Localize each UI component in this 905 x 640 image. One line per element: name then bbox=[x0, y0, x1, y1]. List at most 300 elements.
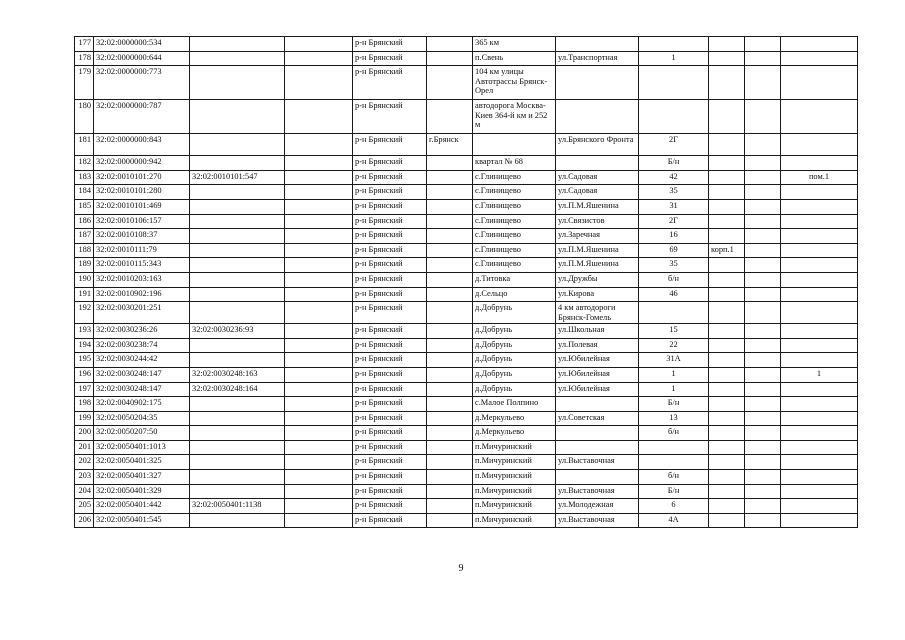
locality-cell: с.Глинищево bbox=[473, 258, 556, 273]
house-number-cell: б/н bbox=[639, 470, 709, 485]
building-number-cell bbox=[709, 170, 745, 185]
street-cell: ул.Заречная bbox=[556, 229, 639, 244]
locality-cell: с.Глинищево bbox=[473, 185, 556, 200]
row-number-cell: 204 bbox=[75, 484, 94, 499]
building-number-cell: корп.1 bbox=[709, 243, 745, 258]
linked-cadastral-number-cell bbox=[190, 134, 285, 156]
house-number-cell: 22 bbox=[639, 338, 709, 353]
street-cell bbox=[556, 66, 639, 100]
row-number-cell: 185 bbox=[75, 199, 94, 214]
building-number-cell bbox=[709, 440, 745, 455]
district-cell: р-н Брянский bbox=[353, 199, 427, 214]
district-cell: р-н Брянский bbox=[353, 484, 427, 499]
cadastral-number-cell: 32:02:0010101:280 bbox=[94, 185, 190, 200]
blank-cell-cell bbox=[285, 382, 353, 397]
extra-cell-cell bbox=[745, 455, 781, 470]
linked-cadastral-number-cell: 32:02:0030248:164 bbox=[190, 382, 285, 397]
house-number-cell: 4А bbox=[639, 513, 709, 528]
street-cell: ул.Полевая bbox=[556, 338, 639, 353]
extra-cell-cell bbox=[745, 411, 781, 426]
locality-cell: п.Мичуринский bbox=[473, 513, 556, 528]
table-row bbox=[75, 100, 858, 134]
table-row bbox=[75, 397, 858, 412]
district-cell: р-н Брянский bbox=[353, 353, 427, 368]
street-cell bbox=[556, 426, 639, 441]
district-cell: р-н Брянский bbox=[353, 37, 427, 52]
linked-cadastral-number-cell bbox=[190, 470, 285, 485]
premises-cell bbox=[781, 470, 858, 485]
table-row bbox=[75, 513, 858, 528]
blank-cell-cell bbox=[285, 214, 353, 229]
premises-cell bbox=[781, 37, 858, 52]
cadastral-number-cell: 32:02:0050207:50 bbox=[94, 426, 190, 441]
linked-cadastral-number-cell bbox=[190, 214, 285, 229]
blank-cell-cell bbox=[285, 229, 353, 244]
locality-cell: автодорога Москва-Киев 364-й км и 252 м bbox=[473, 100, 556, 134]
street-cell bbox=[556, 440, 639, 455]
city-cell bbox=[427, 214, 473, 229]
registry-table bbox=[74, 36, 858, 528]
district-cell: р-н Брянский bbox=[353, 100, 427, 134]
locality-cell: д.Добрунь bbox=[473, 367, 556, 382]
house-number-cell: 35 bbox=[639, 185, 709, 200]
city-cell bbox=[427, 258, 473, 273]
street-cell bbox=[556, 470, 639, 485]
extra-cell-cell bbox=[745, 367, 781, 382]
house-number-cell: 2Г bbox=[639, 214, 709, 229]
cadastral-number-cell: 32:02:0030248:147 bbox=[94, 367, 190, 382]
extra-cell-cell bbox=[745, 156, 781, 171]
district-cell: р-н Брянский bbox=[353, 382, 427, 397]
city-cell bbox=[427, 185, 473, 200]
locality-cell: квартал № 68 bbox=[473, 156, 556, 171]
building-number-cell bbox=[709, 134, 745, 156]
table-row bbox=[75, 426, 858, 441]
street-cell bbox=[556, 156, 639, 171]
linked-cadastral-number-cell bbox=[190, 229, 285, 244]
district-cell: р-н Брянский bbox=[353, 258, 427, 273]
city-cell bbox=[427, 338, 473, 353]
house-number-cell bbox=[639, 37, 709, 52]
linked-cadastral-number-cell bbox=[190, 287, 285, 302]
table-row bbox=[75, 214, 858, 229]
blank-cell-cell bbox=[285, 134, 353, 156]
cadastral-number-cell: 32:02:0000000:843 bbox=[94, 134, 190, 156]
street-cell: ул.Юбилейная bbox=[556, 367, 639, 382]
cadastral-number-cell: 32:02:0000000:942 bbox=[94, 156, 190, 171]
cadastral-number-cell: 32:02:0000000:787 bbox=[94, 100, 190, 134]
table-row bbox=[75, 199, 858, 214]
linked-cadastral-number-cell bbox=[190, 243, 285, 258]
premises-cell bbox=[781, 185, 858, 200]
premises-cell bbox=[781, 229, 858, 244]
district-cell: р-н Брянский bbox=[353, 513, 427, 528]
house-number-cell: 31А bbox=[639, 353, 709, 368]
building-number-cell bbox=[709, 426, 745, 441]
building-number-cell bbox=[709, 185, 745, 200]
linked-cadastral-number-cell bbox=[190, 37, 285, 52]
locality-cell: 104 км улицы Автотрассы Брянск-Орел bbox=[473, 66, 556, 100]
house-number-cell: 46 bbox=[639, 287, 709, 302]
locality-cell: п.Мичуринский bbox=[473, 455, 556, 470]
cadastral-number-cell: 32:02:0030248:147 bbox=[94, 382, 190, 397]
house-number-cell: 1 bbox=[639, 51, 709, 66]
cadastral-number-cell: 32:02:0000000:534 bbox=[94, 37, 190, 52]
street-cell: ул.Связистов bbox=[556, 214, 639, 229]
building-number-cell bbox=[709, 324, 745, 339]
street-cell bbox=[556, 100, 639, 134]
extra-cell-cell bbox=[745, 353, 781, 368]
blank-cell-cell bbox=[285, 37, 353, 52]
extra-cell-cell bbox=[745, 513, 781, 528]
street-cell: ул.П.М.Яшенина bbox=[556, 258, 639, 273]
street-cell: ул.П.М.Яшенина bbox=[556, 243, 639, 258]
extra-cell-cell bbox=[745, 258, 781, 273]
district-cell: р-н Брянский bbox=[353, 51, 427, 66]
extra-cell-cell bbox=[745, 134, 781, 156]
premises-cell bbox=[781, 499, 858, 514]
linked-cadastral-number-cell bbox=[190, 100, 285, 134]
city-cell: г.Брянск bbox=[427, 134, 473, 156]
premises-cell bbox=[781, 134, 858, 156]
district-cell: р-н Брянский bbox=[353, 338, 427, 353]
street-cell bbox=[556, 37, 639, 52]
table-row bbox=[75, 484, 858, 499]
house-number-cell bbox=[639, 66, 709, 100]
row-number-cell: 190 bbox=[75, 272, 94, 287]
city-cell bbox=[427, 302, 473, 324]
blank-cell-cell bbox=[285, 287, 353, 302]
street-cell: ул.Советская bbox=[556, 411, 639, 426]
house-number-cell bbox=[639, 440, 709, 455]
street-cell: ул.Выставочная bbox=[556, 513, 639, 528]
premises-cell bbox=[781, 484, 858, 499]
street-cell: ул.Молодежная bbox=[556, 499, 639, 514]
linked-cadastral-number-cell: 32:02:0030236:93 bbox=[190, 324, 285, 339]
street-cell: ул.Садовая bbox=[556, 185, 639, 200]
street-cell: ул.Школьная bbox=[556, 324, 639, 339]
city-cell bbox=[427, 243, 473, 258]
city-cell bbox=[427, 367, 473, 382]
cadastral-number-cell: 32:02:0050401:545 bbox=[94, 513, 190, 528]
table-row bbox=[75, 382, 858, 397]
row-number-cell: 191 bbox=[75, 287, 94, 302]
district-cell: р-н Брянский bbox=[353, 470, 427, 485]
blank-cell-cell bbox=[285, 272, 353, 287]
street-cell: ул.П.М.Яшенина bbox=[556, 199, 639, 214]
row-number-cell: 180 bbox=[75, 100, 94, 134]
city-cell bbox=[427, 513, 473, 528]
street-cell: ул.Выставочная bbox=[556, 484, 639, 499]
extra-cell-cell bbox=[745, 199, 781, 214]
linked-cadastral-number-cell bbox=[190, 185, 285, 200]
row-number-cell: 194 bbox=[75, 338, 94, 353]
premises-cell bbox=[781, 243, 858, 258]
locality-cell: д.Меркульево bbox=[473, 411, 556, 426]
linked-cadastral-number-cell bbox=[190, 426, 285, 441]
linked-cadastral-number-cell: 32:02:0050401:1138 bbox=[190, 499, 285, 514]
building-number-cell bbox=[709, 258, 745, 273]
table-body bbox=[75, 37, 858, 528]
district-cell: р-н Брянский bbox=[353, 170, 427, 185]
building-number-cell bbox=[709, 499, 745, 514]
cadastral-number-cell: 32:02:0010115:343 bbox=[94, 258, 190, 273]
table-row bbox=[75, 411, 858, 426]
table-row bbox=[75, 499, 858, 514]
house-number-cell: б/н bbox=[639, 272, 709, 287]
blank-cell-cell bbox=[285, 185, 353, 200]
district-cell: р-н Брянский bbox=[353, 243, 427, 258]
cadastral-number-cell: 32:02:0010101:270 bbox=[94, 170, 190, 185]
locality-cell: п.Мичуринский bbox=[473, 499, 556, 514]
blank-cell-cell bbox=[285, 470, 353, 485]
locality-cell: д.Добрунь bbox=[473, 302, 556, 324]
blank-cell-cell bbox=[285, 484, 353, 499]
blank-cell-cell bbox=[285, 411, 353, 426]
row-number-cell: 188 bbox=[75, 243, 94, 258]
cadastral-number-cell: 32:02:0010106:157 bbox=[94, 214, 190, 229]
extra-cell-cell bbox=[745, 397, 781, 412]
premises-cell: 1 bbox=[781, 367, 858, 382]
blank-cell-cell bbox=[285, 440, 353, 455]
linked-cadastral-number-cell bbox=[190, 199, 285, 214]
row-number-cell: 201 bbox=[75, 440, 94, 455]
row-number-cell: 192 bbox=[75, 302, 94, 324]
linked-cadastral-number-cell bbox=[190, 338, 285, 353]
row-number-cell: 200 bbox=[75, 426, 94, 441]
row-number-cell: 197 bbox=[75, 382, 94, 397]
city-cell bbox=[427, 499, 473, 514]
blank-cell-cell bbox=[285, 353, 353, 368]
house-number-cell: 2Г bbox=[639, 134, 709, 156]
street-cell: ул.Кирова bbox=[556, 287, 639, 302]
blank-cell-cell bbox=[285, 397, 353, 412]
city-cell bbox=[427, 411, 473, 426]
locality-cell: с.Глинищево bbox=[473, 170, 556, 185]
city-cell bbox=[427, 470, 473, 485]
row-number-cell: 184 bbox=[75, 185, 94, 200]
linked-cadastral-number-cell bbox=[190, 258, 285, 273]
city-cell bbox=[427, 100, 473, 134]
row-number-cell: 178 bbox=[75, 51, 94, 66]
linked-cadastral-number-cell bbox=[190, 302, 285, 324]
district-cell: р-н Брянский bbox=[353, 440, 427, 455]
house-number-cell: 42 bbox=[639, 170, 709, 185]
blank-cell-cell bbox=[285, 338, 353, 353]
district-cell: р-н Брянский bbox=[353, 499, 427, 514]
cadastral-number-cell: 32:02:0010108:37 bbox=[94, 229, 190, 244]
locality-cell: д.Добрунь bbox=[473, 338, 556, 353]
building-number-cell bbox=[709, 397, 745, 412]
row-number-cell: 177 bbox=[75, 37, 94, 52]
blank-cell-cell bbox=[285, 426, 353, 441]
blank-cell-cell bbox=[285, 455, 353, 470]
extra-cell-cell bbox=[745, 214, 781, 229]
row-number-cell: 198 bbox=[75, 397, 94, 412]
row-number-cell: 203 bbox=[75, 470, 94, 485]
extra-cell-cell bbox=[745, 51, 781, 66]
table-row bbox=[75, 170, 858, 185]
row-number-cell: 193 bbox=[75, 324, 94, 339]
city-cell bbox=[427, 272, 473, 287]
city-cell bbox=[427, 199, 473, 214]
premises-cell bbox=[781, 100, 858, 134]
linked-cadastral-number-cell bbox=[190, 397, 285, 412]
premises-cell bbox=[781, 397, 858, 412]
district-cell: р-н Брянский bbox=[353, 156, 427, 171]
blank-cell-cell bbox=[285, 367, 353, 382]
house-number-cell: б/н bbox=[639, 426, 709, 441]
district-cell: р-н Брянский bbox=[353, 272, 427, 287]
building-number-cell bbox=[709, 353, 745, 368]
table-row bbox=[75, 258, 858, 273]
building-number-cell bbox=[709, 156, 745, 171]
city-cell bbox=[427, 426, 473, 441]
linked-cadastral-number-cell bbox=[190, 156, 285, 171]
locality-cell: д.Добрунь bbox=[473, 382, 556, 397]
extra-cell-cell bbox=[745, 324, 781, 339]
street-cell bbox=[556, 397, 639, 412]
linked-cadastral-number-cell bbox=[190, 513, 285, 528]
table-row bbox=[75, 338, 858, 353]
premises-cell bbox=[781, 411, 858, 426]
city-cell bbox=[427, 324, 473, 339]
extra-cell-cell bbox=[745, 470, 781, 485]
city-cell bbox=[427, 170, 473, 185]
district-cell: р-н Брянский bbox=[353, 214, 427, 229]
cadastral-number-cell: 32:02:0010203:163 bbox=[94, 272, 190, 287]
house-number-cell: 31 bbox=[639, 199, 709, 214]
row-number-cell: 199 bbox=[75, 411, 94, 426]
cadastral-number-cell: 32:02:0050401:327 bbox=[94, 470, 190, 485]
blank-cell-cell bbox=[285, 100, 353, 134]
row-number-cell: 179 bbox=[75, 66, 94, 100]
cadastral-number-cell: 32:02:0030236:26 bbox=[94, 324, 190, 339]
city-cell bbox=[427, 156, 473, 171]
blank-cell-cell bbox=[285, 66, 353, 100]
district-cell: р-н Брянский bbox=[353, 302, 427, 324]
locality-cell: д.Меркульево bbox=[473, 426, 556, 441]
city-cell bbox=[427, 229, 473, 244]
row-number-cell: 183 bbox=[75, 170, 94, 185]
district-cell: р-н Брянский bbox=[353, 426, 427, 441]
table-row bbox=[75, 302, 858, 324]
premises-cell bbox=[781, 440, 858, 455]
street-cell: 4 км автодороги Брянск-Гомель bbox=[556, 302, 639, 324]
locality-cell: с.Глинищево bbox=[473, 199, 556, 214]
premises-cell bbox=[781, 258, 858, 273]
building-number-cell bbox=[709, 229, 745, 244]
locality-cell: д.Титовка bbox=[473, 272, 556, 287]
building-number-cell bbox=[709, 37, 745, 52]
table-row bbox=[75, 287, 858, 302]
row-number-cell: 186 bbox=[75, 214, 94, 229]
building-number-cell bbox=[709, 51, 745, 66]
blank-cell-cell bbox=[285, 513, 353, 528]
table-row bbox=[75, 272, 858, 287]
house-number-cell bbox=[639, 100, 709, 134]
linked-cadastral-number-cell bbox=[190, 66, 285, 100]
city-cell bbox=[427, 455, 473, 470]
premises-cell bbox=[781, 272, 858, 287]
premises-cell bbox=[781, 302, 858, 324]
premises-cell bbox=[781, 66, 858, 100]
premises-cell: пом.1 bbox=[781, 170, 858, 185]
house-number-cell bbox=[639, 455, 709, 470]
house-number-cell: 1 bbox=[639, 367, 709, 382]
locality-cell: п.Мичуринский bbox=[473, 484, 556, 499]
extra-cell-cell bbox=[745, 229, 781, 244]
extra-cell-cell bbox=[745, 287, 781, 302]
blank-cell-cell bbox=[285, 243, 353, 258]
cadastral-number-cell: 32:02:0050401:329 bbox=[94, 484, 190, 499]
cadastral-number-cell: 32:02:0050204:35 bbox=[94, 411, 190, 426]
row-number-cell: 182 bbox=[75, 156, 94, 171]
table-row bbox=[75, 470, 858, 485]
house-number-cell: 1 bbox=[639, 382, 709, 397]
house-number-cell: 6 bbox=[639, 499, 709, 514]
building-number-cell bbox=[709, 455, 745, 470]
building-number-cell bbox=[709, 484, 745, 499]
premises-cell bbox=[781, 156, 858, 171]
blank-cell-cell bbox=[285, 302, 353, 324]
building-number-cell bbox=[709, 100, 745, 134]
house-number-cell: Б/н bbox=[639, 484, 709, 499]
blank-cell-cell bbox=[285, 324, 353, 339]
extra-cell-cell bbox=[745, 272, 781, 287]
building-number-cell bbox=[709, 470, 745, 485]
premises-cell bbox=[781, 199, 858, 214]
building-number-cell bbox=[709, 302, 745, 324]
building-number-cell bbox=[709, 214, 745, 229]
locality-cell: с.Глинищево bbox=[473, 229, 556, 244]
premises-cell bbox=[781, 382, 858, 397]
house-number-cell: 69 bbox=[639, 243, 709, 258]
table-row bbox=[75, 134, 858, 156]
table-row bbox=[75, 367, 858, 382]
table-row bbox=[75, 440, 858, 455]
locality-cell: п.Мичуринский bbox=[473, 470, 556, 485]
extra-cell-cell bbox=[745, 185, 781, 200]
row-number-cell: 205 bbox=[75, 499, 94, 514]
extra-cell-cell bbox=[745, 302, 781, 324]
row-number-cell: 195 bbox=[75, 353, 94, 368]
building-number-cell bbox=[709, 367, 745, 382]
extra-cell-cell bbox=[745, 338, 781, 353]
premises-cell bbox=[781, 287, 858, 302]
locality-cell: д.Добрунь bbox=[473, 353, 556, 368]
house-number-cell: 13 bbox=[639, 411, 709, 426]
extra-cell-cell bbox=[745, 484, 781, 499]
building-number-cell bbox=[709, 199, 745, 214]
table-row bbox=[75, 51, 858, 66]
page-number: 9 bbox=[458, 563, 464, 574]
building-number-cell bbox=[709, 382, 745, 397]
cadastral-number-cell: 32:02:0010902:196 bbox=[94, 287, 190, 302]
house-number-cell: Б/н bbox=[639, 397, 709, 412]
row-number-cell: 196 bbox=[75, 367, 94, 382]
extra-cell-cell bbox=[745, 100, 781, 134]
street-cell: ул.Выставочная bbox=[556, 455, 639, 470]
cadastral-number-cell: 32:02:0030201:251 bbox=[94, 302, 190, 324]
house-number-cell bbox=[639, 302, 709, 324]
table-row bbox=[75, 185, 858, 200]
extra-cell-cell bbox=[745, 426, 781, 441]
table-row bbox=[75, 324, 858, 339]
extra-cell-cell bbox=[745, 66, 781, 100]
extra-cell-cell bbox=[745, 37, 781, 52]
locality-cell: п.Мичуринский bbox=[473, 440, 556, 455]
